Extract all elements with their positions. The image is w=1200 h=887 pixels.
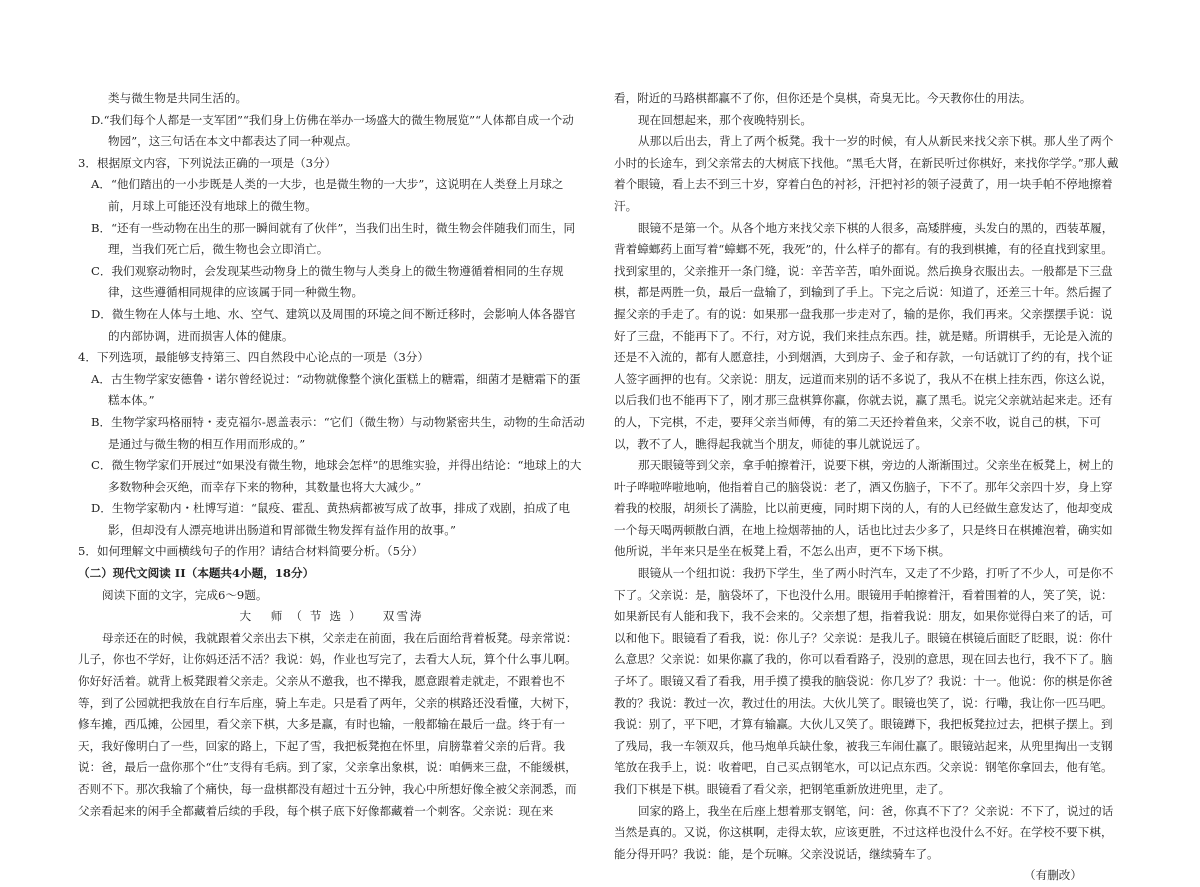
right-column bbox=[614, 88, 1122, 887]
edit-note: （有删改） bbox=[1024, 868, 1082, 883]
question-4-option-c: C．微生物学家们开展过“如果没有微生物，地球会怎样”的思维实验，并得出结论：“地球上的大多数物种会灭绝，而幸存下来的物种，其数量也将大大减少。” bbox=[91, 458, 582, 494]
question-3-option-a: A．“他们踏出的一小步既是人类的一大步，也是微生物的一大步”，这说明在人类登上月球之前，月球上可能还没有地球上的微生物。 bbox=[91, 177, 564, 213]
question-3-option-b: B．“还有一些动物在出生的那一瞬间就有了伙伴”，当我们出生时，微生物会伴随我们而生，同理，当我们死亡后，微生物也会立即消亡。 bbox=[91, 220, 576, 257]
question-3-option-c: C．我们观察动物时，会发现某些动物身上的微生物与人类身上的微生物遵循着相同的生存规律，这些遵循相同规律的应该属于同一种微生物。 bbox=[91, 263, 564, 300]
article-paragraph-7: 回家的路上，我坐在后座上想着那支钢笔，问：爸，你真不下了？父亲说：不下了，说过的话当然是真的。又说，你这棋啊，走得太软，应该更胜，不过这样也没什么不好。在学校不要下棋，能分得开吗？我说：能，是个玩嘛。父亲没说话，继续骑车了。 bbox=[614, 803, 1114, 861]
article-title: 大 师（节选） bbox=[239, 609, 369, 624]
article-author: 双雪涛 bbox=[382, 609, 424, 624]
article-paragraph-6: 眼镜从一个纽扣说：我扔下学生，坐了两小时汽车，又走了不少路，打听了不少人，可是你不下了。父亲说：是，脑袋坏了，下也没什么用。眼镜用手帕擦着汗，看着围着的人，笑了笑，说：如果新民有人能和我下，我不会来的。父亲想了想，指着我说：朋友，如果你觉得白来了的话，可以和他下。眼镜看了看我，说：你儿子？父亲说：是我儿子。眼镜在棋镜后面眨了眨眼，说：你什么意思？父亲说：如果你赢了我的，你可以看看路子，没别的意思，现在回去也行，我不下了。脑子坏了。眼镜又看了看我，用手摸了摸我的脑袋说：你几岁了？我说：十一。他说：你的棋是你爸教的？我说：教过一次，教过仕的用法。大伙儿笑了。眼镜也笑了，说：行嘞，我让你一匹马吧。我说：别了，平下吧，才算有输赢。大伙儿又笑了。眼镜蹲下，我把板凳拉过去，把棋子摆上。到了残局，我一车领双兵，他马炮单兵缺仕象，被我三车闹仕赢了。眼镜站起来，从兜里掏出一支钢笔放在我手上，说：收着吧，自己买点钢笔水，可以记点东西。父亲说：钢笔你拿回去，他有笔。我们下棋是下棋。眼镜看了看父亲，把钢笔重新放进兜里，走了。 bbox=[614, 566, 1114, 796]
question-4-option-a: A．古生物学家安德鲁・诺尔曾经说过：“动物就像整个演化蛋糕上的糖霜，细菌才是糖霜下的蛋糕本体。” bbox=[91, 371, 581, 408]
article-paragraph-5: 那天眼镜等到父亲，拿手帕擦着汗，说要下棋，旁边的人渐渐围过。父亲坐在板凳上，树上的叶子哗啦哗啦地响，他指着自己的脑袋说：老了，酒又伤脑子，下不了。那年父亲四十岁，身上穿着我的校服，胡须长了满脸，比以前更瘦，同时期下岗的人，有的人已经做生意发达了，他却变成一个每天喝两顿散白酒，在地上捡烟蒂抽的人，话也比过去少多了，只是终日在棋摊泡着，确实如他所说，半年来只是坐在板凳上看，不怎么出声，更不下场下棋。 bbox=[614, 458, 1114, 559]
question-4-option-d: D．生物学家勒内・杜博写道：“鼠疫、霍乱、黄热病都被写成了故事，排成了戏剧，拍成了电影，但却没有人漂亮地讲出肠道和胃部微生物发挥有益作用的故事。” bbox=[91, 501, 570, 537]
question-4-option-b: B．生物学家玛格丽特・麦克福尔-恩盖表示：“它们（微生物）与动物紧密共生，动物的生命活动是通过与微生物的相互作用而形成的。” bbox=[91, 414, 585, 451]
article-heading bbox=[78, 606, 585, 628]
question-5: 5．如何理解文中画横线句子的作用？请结合材料简要分析。（5分） bbox=[78, 544, 424, 559]
question-3: 3．根据原文内容，下列说法正确的一项是（3分） bbox=[78, 155, 337, 170]
article-paragraph-1-continued: 看，附近的马路棋都赢不了你，但你还是个臭棋，奇臭无比。今天教你仕的用法。 bbox=[614, 91, 1032, 105]
article-paragraph-2: 现在回想起来，那个夜晚特别长。 bbox=[638, 112, 812, 127]
section-heading: （二）现代文阅读 II（本题共4小题，18分） bbox=[78, 566, 315, 581]
article-paragraph-4: 眼镜不是第一个。从各个地方来找父亲下棋的人很多，高矮胖瘦，头发白的黑的，西装革履，背着蟑螂药上面写着“蟑螂不死，我死”的，什么样子的都有。有的我到棋摊，有的径直找到家里。找到家里的，父亲推开一条门缝，说：辛苦辛苦，咱外面说。然后换身衣服出去。一般都是下三盘棋，都是两胜一负，最后一盘输了，到输到了手上。下完之后说：知道了，还差三十年。然后握了握父亲的手走了。有的说：如果那一盘我那一步走对了，输的是你，我们再来。父亲摆摆手说：说好了三盘，不能再下了。不行，对方说，我们来挂点东西。挂，就是赌。所谓棋手，无论是入流的还是不入流的，都有人愿意挂，小到烟酒，大到房子、金子和存款，一句话就订了约的有，找个证人签字画押的也有。父亲说：朋友，远道而来别的话不多说了，我从不在棋上挂东西，你这么说，以后我们也不能再下了，刚才那三盘棋算你赢，你就去说，赢了黑毛。说完父亲就站起来走。还有的人，下完棋，不走，要拜父亲当师傅，有的第二天还拎着鱼来，父亲不收，说自己的棋，下可以，教不了人，瞧得起我就当个朋友，师徒的事儿就说远了。 bbox=[614, 220, 1114, 451]
reading-instruction: 阅读下面的文字，完成6～9题。 bbox=[102, 587, 268, 602]
article-paragraph-3: 从那以后出去，背上了两个板凳。我十一岁的时候，有人从新民来找父亲下棋。那人坐了两个小时的长途车，到父亲常去的大树底下找他。“黑毛大肾，在新民听过你棋好，来找你学学。”那人戴着个眼镜，看上去不到三十岁，穿着白色的衬衫，汗把衬衫的领子浸黄了，用一块手帕不停地擦着汗。 bbox=[614, 134, 1119, 213]
question-4: 4．下列选项，最能够支持第三、四自然段中心论点的一项是（3分） bbox=[78, 350, 429, 365]
option-c-continuation: 类与微生物是共同生活的。 bbox=[108, 91, 248, 105]
article-paragraph-1: 母亲还在的时候，我就跟着父亲出去下棋，父亲走在前面，我在后面给背着板凳。母亲常说：儿子，你也不学好，让你妈还活不活？我说：妈，作业也写完了，去看大人玩，算个什么事儿啊。你好好活着。就背上板凳跟着父亲走。父亲从不邀我，也不撵我，愿意跟着走就走，不跟着也不等，到了公园就把我放在自行车后座，骑上车走。只是看了两年，父亲的棋路还没看懂，大树下，修车摊，西瓜摊，公园里，看父亲下棋，大多是赢，有时也输，一般都输在最后一盘。终于有一天，我好像明白了一些，回家的路上，下起了雪，我把板凳抱在怀里，肩膀靠着父亲的后背。我说：爸，最后一盘你那个“仕”支得有毛病。到了家，父亲拿出象棋，说：咱俩来三盘，不能缓棋，否则不下。那次我输了个痛快，每一盘棋都没有超过十五分钟，我心中所想好像全被父亲洞悉，而父亲看起来的闲手全都藏着后续的手段，每个棋子底下好像都藏着一个刺客。父亲说：现在来 bbox=[78, 630, 578, 818]
question-3-option-d: D．微生物在人体与土地、水、空气、建筑以及周围的环境之间不断迁移时，会影响人体各器官的内部协调，进而损害人体的健康。 bbox=[91, 306, 576, 343]
left-column bbox=[78, 88, 585, 822]
option-d: D.“我们每个人都是一支军团”“我们身上仿佛在举办一场盛大的微生物展览”“人体都自成一个动物园”，这三句话在本文中都表达了同一种观点。 bbox=[91, 112, 574, 149]
